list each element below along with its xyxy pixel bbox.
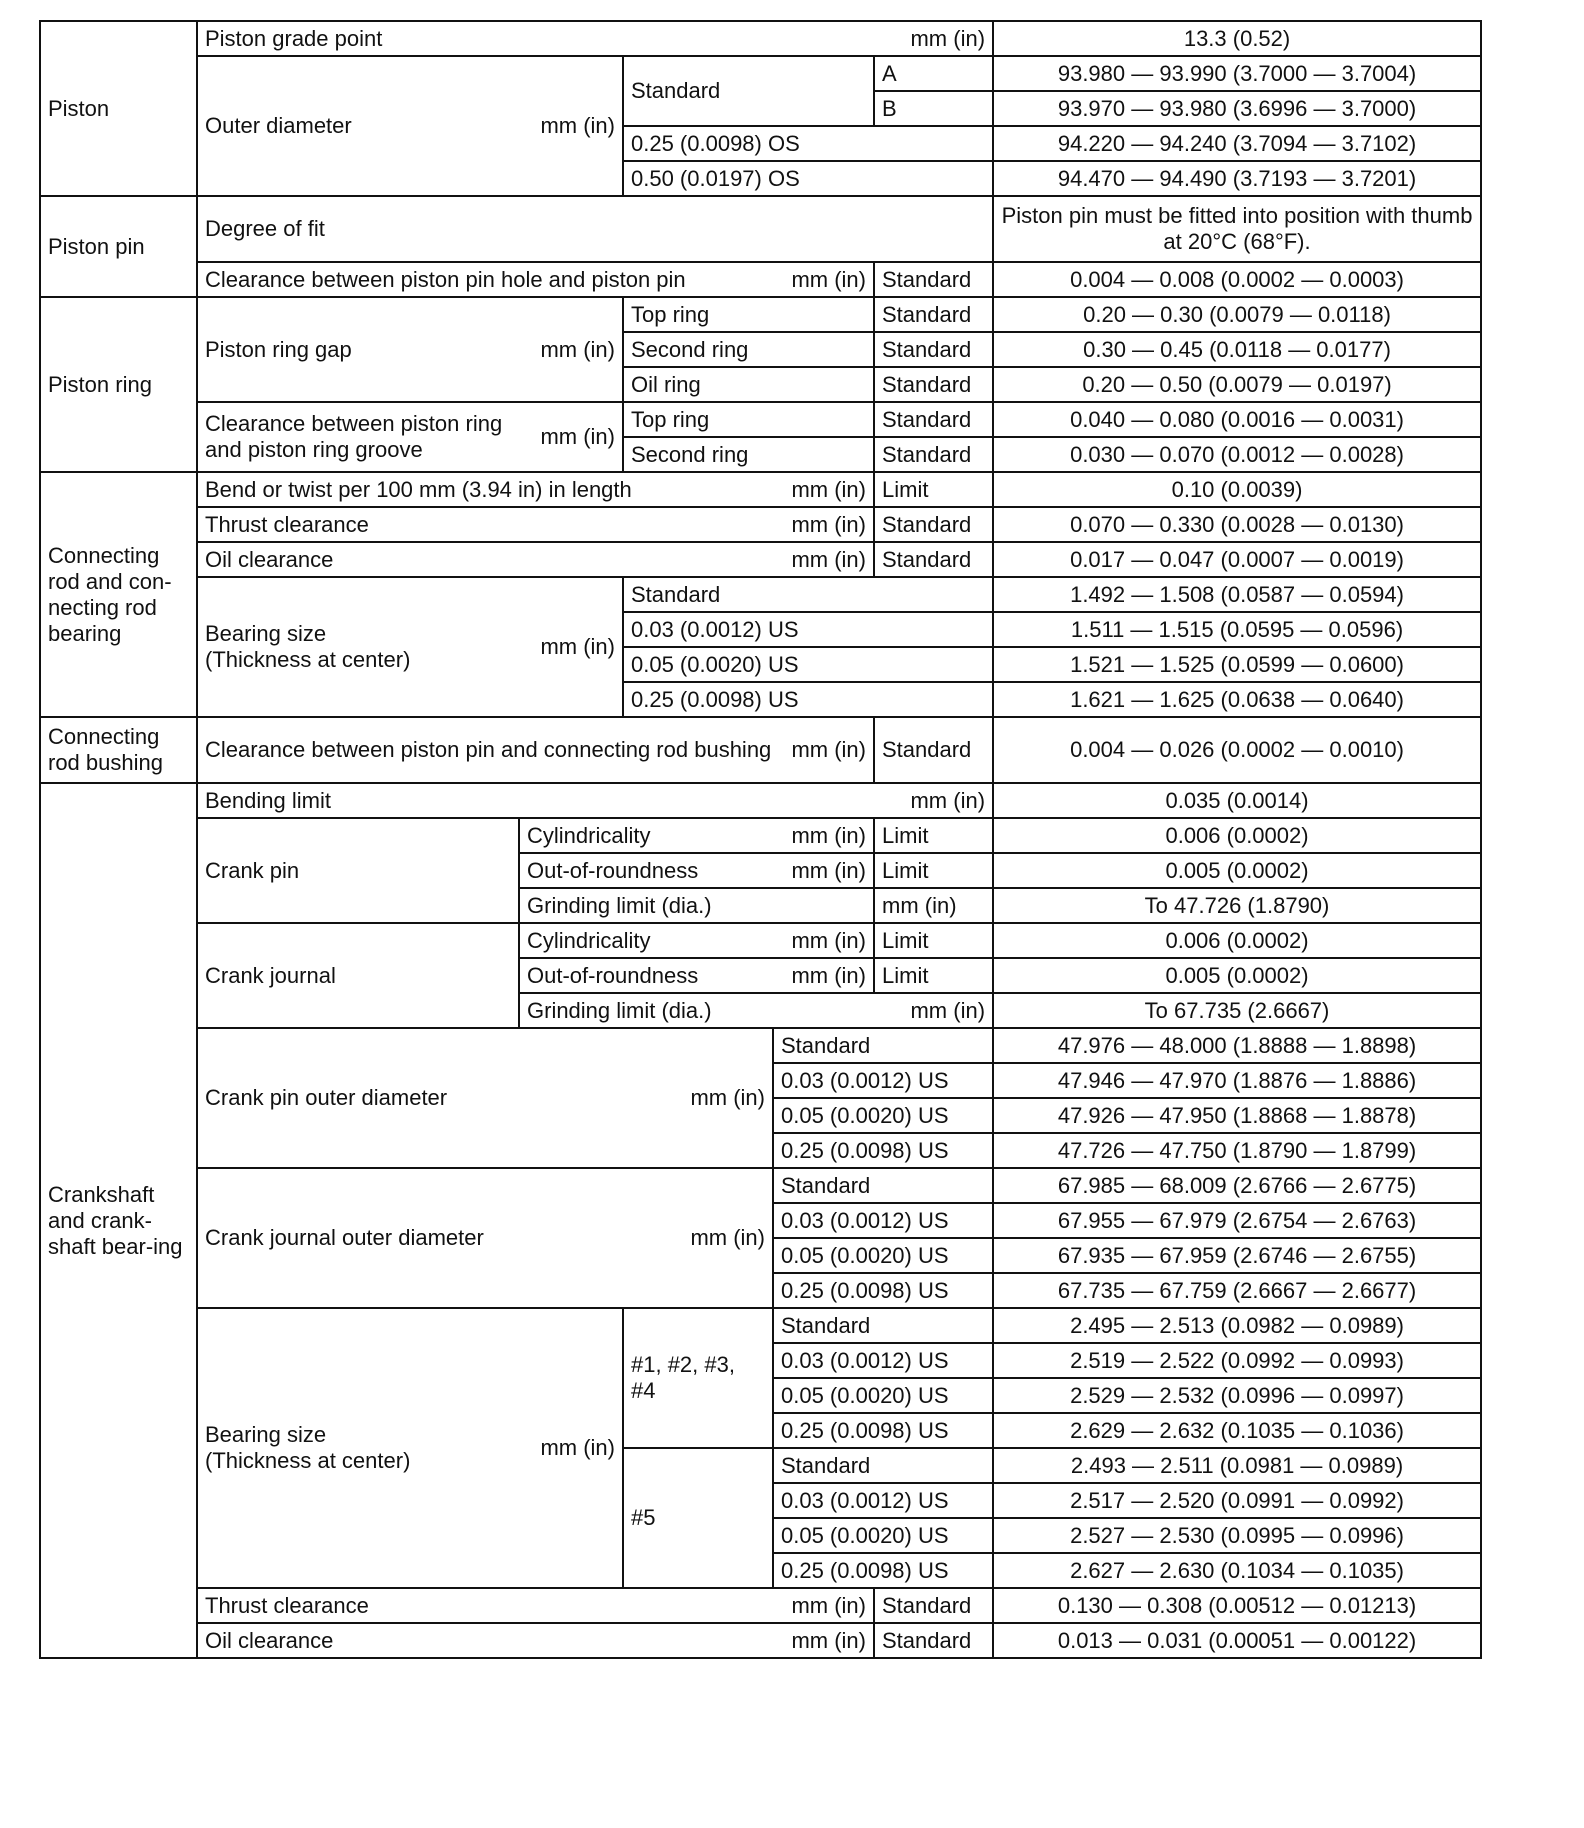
size-label: 0.05 (0.0020) US xyxy=(773,1518,993,1553)
unit-label: mm (in) xyxy=(540,1435,615,1460)
unit-label: mm (in) xyxy=(690,1225,765,1250)
unit-label: mm (in) xyxy=(910,787,986,813)
spec-value: 2.529 — 2.532 (0.0996 — 0.0997) xyxy=(993,1378,1481,1413)
size-label: Standard xyxy=(773,1168,993,1203)
spec-value: 0.20 — 0.50 (0.0079 — 0.0197) xyxy=(993,367,1481,402)
sub-spec-label xyxy=(519,923,874,958)
table-row xyxy=(40,1623,1481,1658)
spec-label xyxy=(197,56,623,196)
spec-value: 0.017 — 0.047 (0.0007 — 0.0019) xyxy=(993,542,1481,577)
spec-label xyxy=(197,1308,623,1588)
engine-spec-table xyxy=(39,20,1482,1659)
spec-value: 47.726 — 47.750 (1.8790 — 1.8799) xyxy=(993,1133,1481,1168)
size-label: 0.25 (0.0098) US xyxy=(623,682,993,717)
journal-number-label: #5 xyxy=(623,1448,773,1588)
spec-label: Crank pin xyxy=(197,818,519,923)
size-label: 0.05 (0.0020) US xyxy=(773,1098,993,1133)
spec-label xyxy=(197,297,623,402)
table-row xyxy=(40,1028,1481,1063)
spec-label xyxy=(197,1168,773,1308)
spec-value: 13.3 (0.52) xyxy=(993,21,1481,56)
unit-label: mm (in) xyxy=(540,336,615,362)
spec-value: 47.946 — 47.970 (1.8876 — 1.8886) xyxy=(993,1063,1481,1098)
condition-label: Limit xyxy=(874,818,993,853)
spec-value: 1.521 — 1.525 (0.0599 — 0.0600) xyxy=(993,647,1481,682)
unit-label: mm (in) xyxy=(791,1592,866,1618)
size-label: 0.25 (0.0098) US xyxy=(773,1273,993,1308)
spec-value: 67.985 — 68.009 (2.6766 — 2.6775) xyxy=(993,1168,1481,1203)
unit-label: mm (in) xyxy=(690,1085,765,1110)
spec-name: Clearance between piston ring and piston ring groove xyxy=(205,411,503,462)
table-row xyxy=(40,1168,1481,1203)
spec-value: 1.621 — 1.625 (0.0638 — 0.0640) xyxy=(993,682,1481,717)
spec-label xyxy=(197,542,874,577)
unit-label: mm (in) xyxy=(791,962,866,988)
table-row xyxy=(40,923,1481,958)
size-label: 0.25 (0.0098) US xyxy=(773,1553,993,1588)
condition-label: Standard xyxy=(874,1588,993,1623)
unit-label: mm (in) xyxy=(791,511,866,537)
spec-value: 94.470 — 94.490 (3.7193 — 3.7201) xyxy=(993,161,1481,196)
size-label: 0.05 (0.0020) US xyxy=(623,647,993,682)
size-label: 0.03 (0.0012) US xyxy=(623,612,993,647)
spec-value: 0.004 — 0.008 (0.0002 — 0.0003) xyxy=(993,262,1481,297)
spec-name xyxy=(205,621,410,673)
table-row xyxy=(40,1588,1481,1623)
group-piston-ring: Piston ring xyxy=(40,297,197,472)
condition-label: Standard xyxy=(874,297,993,332)
table-row xyxy=(40,577,1481,612)
spec-value: 0.005 (0.0002) xyxy=(993,853,1481,888)
spec-label xyxy=(197,402,623,472)
spec-value: 1.492 — 1.508 (0.0587 — 0.0594) xyxy=(993,577,1481,612)
spec-label xyxy=(197,717,874,783)
size-label: 0.25 (0.0098) US xyxy=(773,1133,993,1168)
spec-value: 0.10 (0.0039) xyxy=(993,472,1481,507)
group-connecting-rod-bushing: Connecting rod bushing xyxy=(40,717,197,783)
condition-label: Standard xyxy=(874,262,993,297)
spec-value: 67.735 — 67.759 (2.6667 — 2.6677) xyxy=(993,1273,1481,1308)
size-label: Standard xyxy=(773,1028,993,1063)
spec-name-line1: Bearing size xyxy=(205,1422,327,1447)
size-label: 0.05 (0.0020) US xyxy=(773,1238,993,1273)
condition-label: Standard xyxy=(874,367,993,402)
unit-label: mm (in) xyxy=(791,546,866,572)
size-label: 0.03 (0.0012) US xyxy=(773,1343,993,1378)
table-row xyxy=(40,56,1481,91)
spec-name: Oil clearance xyxy=(205,546,334,572)
ring-label: Oil ring xyxy=(623,367,874,402)
group-piston-pin: Piston pin xyxy=(40,196,197,297)
spec-value: 1.511 — 1.515 (0.0595 — 0.0596) xyxy=(993,612,1481,647)
spec-label xyxy=(197,1588,874,1623)
condition-label: Limit xyxy=(874,472,993,507)
condition-label: Standard xyxy=(874,1623,993,1658)
ring-label: Top ring xyxy=(623,402,874,437)
spec-value: 2.629 — 2.632 (0.1035 — 0.1036) xyxy=(993,1413,1481,1448)
size-label: 0.03 (0.0012) US xyxy=(773,1483,993,1518)
size-label: Standard xyxy=(623,577,993,612)
spec-value: Piston pin must be fitted into position with thumb at 20°C (68°F). xyxy=(993,196,1481,262)
spec-name: Cylindricality xyxy=(527,822,651,848)
table-row xyxy=(40,297,1481,332)
spec-value: 0.070 — 0.330 (0.0028 — 0.0130) xyxy=(993,507,1481,542)
condition-label: Standard xyxy=(874,542,993,577)
spec-label xyxy=(197,1623,874,1658)
condition-label: Standard xyxy=(874,717,993,783)
ring-label: Second ring xyxy=(623,437,874,472)
group-connecting-rod: Connecting rod and con-necting rod bearing xyxy=(40,472,197,717)
condition-label: Limit xyxy=(874,958,993,993)
spec-name xyxy=(205,1422,410,1474)
spec-value: To 47.726 (1.8790) xyxy=(993,888,1481,923)
sub-spec-label xyxy=(519,818,874,853)
condition-label: Standard xyxy=(874,402,993,437)
size-label: 0.03 (0.0012) US xyxy=(773,1203,993,1238)
spec-value: 47.926 — 47.950 (1.8868 — 1.8878) xyxy=(993,1098,1481,1133)
size-label: Standard xyxy=(773,1448,993,1483)
spec-name-line2: (Thickness at center) xyxy=(205,647,411,672)
journal-number-label: #1, #2, #3, #4 xyxy=(623,1308,773,1448)
spec-name: Cylindricality xyxy=(527,927,651,953)
unit-label: mm (in) xyxy=(791,1627,866,1653)
spec-value: 0.035 (0.0014) xyxy=(993,783,1481,818)
spec-value: 67.935 — 67.959 (2.6746 — 2.6755) xyxy=(993,1238,1481,1273)
spec-name: Thrust clearance xyxy=(205,511,369,537)
condition-label: Standard xyxy=(874,437,993,472)
table-row xyxy=(40,717,1481,783)
unit-label: mm (in) xyxy=(791,476,866,502)
spec-value: 2.627 — 2.630 (0.1034 — 0.1035) xyxy=(993,1553,1481,1588)
ring-label: Second ring xyxy=(623,332,874,367)
unit-label: mm (in) xyxy=(540,424,615,449)
spec-value: 0.004 — 0.026 (0.0002 — 0.0010) xyxy=(993,717,1481,783)
ring-label: Top ring xyxy=(623,297,874,332)
spec-name: Crank pin outer diameter xyxy=(205,1085,448,1110)
table-row xyxy=(40,507,1481,542)
spec-value: 94.220 — 94.240 (3.7094 — 3.7102) xyxy=(993,126,1481,161)
unit-label: mm (in) xyxy=(791,266,866,292)
spec-value: 0.040 — 0.080 (0.0016 — 0.0031) xyxy=(993,402,1481,437)
table-row xyxy=(40,196,1481,262)
table-row xyxy=(40,262,1481,297)
condition-label: Standard xyxy=(874,507,993,542)
spec-name: Bend or twist per 100 mm (3.94 in) in length xyxy=(205,476,632,502)
size-label: 0.05 (0.0020) US xyxy=(773,1378,993,1413)
spec-value: 67.955 — 67.979 (2.6754 — 2.6763) xyxy=(993,1203,1481,1238)
sub-spec-label xyxy=(519,993,993,1028)
unit-label: mm (in) xyxy=(910,997,986,1023)
spec-value: 2.527 — 2.530 (0.0995 — 0.0996) xyxy=(993,1518,1481,1553)
spec-label: Degree of fit xyxy=(197,196,993,262)
spec-name: Out-of-roundness xyxy=(527,857,699,883)
sub-spec-label xyxy=(519,853,874,888)
unit-label: mm (in) xyxy=(874,888,993,923)
size-label: 0.25 (0.0098) OS xyxy=(623,126,993,161)
unit-label: mm (in) xyxy=(540,113,615,138)
group-piston: Piston xyxy=(40,21,197,196)
spec-value: 93.970 — 93.980 (3.6996 — 3.7000) xyxy=(993,91,1481,126)
grade-label: B xyxy=(874,91,993,126)
unit-label: mm (in) xyxy=(910,25,986,51)
spec-label xyxy=(197,262,874,297)
table-row xyxy=(40,402,1481,437)
spec-name: Oil clearance xyxy=(205,1627,334,1653)
spec-name-line2: (Thickness at center) xyxy=(205,1448,411,1473)
spec-name: Clearance between piston pin and connecting rod bushing xyxy=(205,737,772,762)
condition-label: Standard xyxy=(623,56,874,126)
spec-value: 0.20 — 0.30 (0.0079 — 0.0118) xyxy=(993,297,1481,332)
spec-value: 0.005 (0.0002) xyxy=(993,958,1481,993)
table-row xyxy=(40,21,1481,56)
size-label: 0.03 (0.0012) US xyxy=(773,1063,993,1098)
spec-name: Grinding limit (dia.) xyxy=(527,997,712,1023)
spec-name: Thrust clearance xyxy=(205,1592,369,1618)
sub-spec-label xyxy=(519,958,874,993)
spec-name: Piston grade point xyxy=(205,25,383,51)
spec-name: Bending limit xyxy=(205,787,331,813)
table-row xyxy=(40,472,1481,507)
spec-value: 0.030 — 0.070 (0.0012 — 0.0028) xyxy=(993,437,1481,472)
table-row xyxy=(40,818,1481,853)
spec-label xyxy=(197,783,993,818)
spec-name: Clearance between piston pin hole and piston pin xyxy=(205,266,686,292)
spec-label: Crank journal xyxy=(197,923,519,1028)
spec-value: To 67.735 (2.6667) xyxy=(993,993,1481,1028)
spec-value: 2.517 — 2.520 (0.0991 — 0.0992) xyxy=(993,1483,1481,1518)
spec-label xyxy=(197,472,874,507)
spec-value: 0.006 (0.0002) xyxy=(993,923,1481,958)
spec-value: 2.495 — 2.513 (0.0982 — 0.0989) xyxy=(993,1308,1481,1343)
unit-label: mm (in) xyxy=(791,927,866,953)
unit-label: mm (in) xyxy=(791,737,866,762)
sub-spec-label: Grinding limit (dia.) xyxy=(519,888,874,923)
size-label: 0.50 (0.0197) OS xyxy=(623,161,993,196)
condition-label: Limit xyxy=(874,923,993,958)
spec-label xyxy=(197,1028,773,1168)
spec-value: 47.976 — 48.000 (1.8888 — 1.8898) xyxy=(993,1028,1481,1063)
size-label: Standard xyxy=(773,1308,993,1343)
spec-name: Crank journal outer diameter xyxy=(205,1225,484,1250)
spec-name: Piston ring gap xyxy=(205,336,352,362)
group-crankshaft: Crankshaft and crank-shaft bear-ing xyxy=(40,783,197,1658)
spec-value: 2.519 — 2.522 (0.0992 — 0.0993) xyxy=(993,1343,1481,1378)
table-row xyxy=(40,783,1481,818)
unit-label: mm (in) xyxy=(791,857,866,883)
table-row xyxy=(40,1308,1481,1343)
spec-name-line1: Bearing size xyxy=(205,621,327,646)
table-row xyxy=(40,542,1481,577)
condition-label: Standard xyxy=(874,332,993,367)
spec-value: 0.006 (0.0002) xyxy=(993,818,1481,853)
unit-label: mm (in) xyxy=(540,634,615,659)
condition-label: Limit xyxy=(874,853,993,888)
spec-label xyxy=(197,507,874,542)
spec-value: 93.980 — 93.990 (3.7000 — 3.7004) xyxy=(993,56,1481,91)
spec-value: 0.30 — 0.45 (0.0118 — 0.0177) xyxy=(993,332,1481,367)
spec-label xyxy=(197,577,623,717)
spec-value: 0.130 — 0.308 (0.00512 — 0.01213) xyxy=(993,1588,1481,1623)
spec-name: Out-of-roundness xyxy=(527,962,699,988)
grade-label: A xyxy=(874,56,993,91)
spec-value: 0.013 — 0.031 (0.00051 — 0.00122) xyxy=(993,1623,1481,1658)
spec-label xyxy=(197,21,993,56)
spec-name: Outer diameter xyxy=(205,113,352,138)
unit-label: mm (in) xyxy=(791,822,866,848)
size-label: 0.25 (0.0098) US xyxy=(773,1413,993,1448)
spec-value: 2.493 — 2.511 (0.0981 — 0.0989) xyxy=(993,1448,1481,1483)
